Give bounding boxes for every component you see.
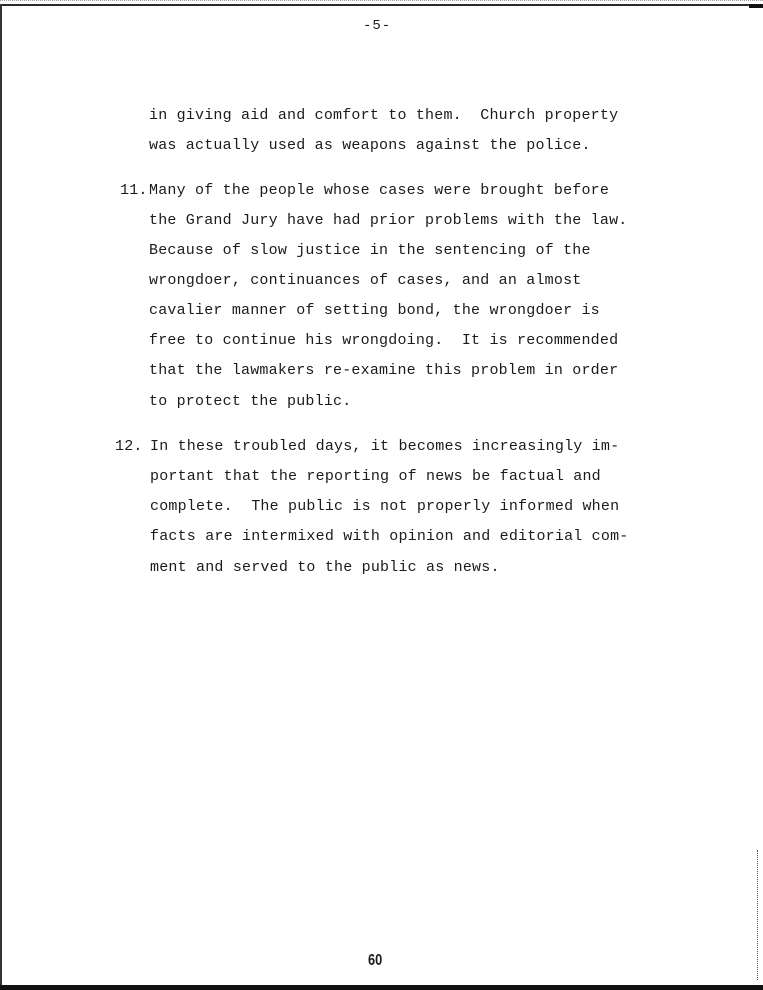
scan-edge-bottom — [0, 985, 763, 990]
item-11-line: cavalier manner of setting bond, the wrongdoer is — [149, 302, 600, 319]
item-12-number: 12. — [115, 438, 143, 455]
item-12-line: portant that the reporting of news be factual and — [150, 468, 601, 485]
page-label: -5- — [363, 18, 392, 34]
item-12-line: ment and served to the public as news. — [150, 559, 500, 576]
item-11-line: Because of slow justice in the sentencing of the — [149, 242, 591, 259]
item-12-line: facts are intermixed with opinion and editorial com- — [150, 528, 629, 545]
continuation-line: was actually used as weapons against the police. — [149, 137, 591, 154]
item-11-number: 11. — [120, 182, 148, 199]
scan-edge-top — [0, 4, 763, 6]
scan-edge-top-faint — [0, 0, 763, 3]
item-11-line: Many of the people whose cases were brought before — [149, 182, 610, 199]
item-11-line: the Grand Jury have had prior problems with the law. — [149, 212, 628, 229]
item-12-line: In these troubled days, it becomes increasingly im- — [150, 438, 620, 455]
item-11-line: to protect the public. — [149, 393, 352, 410]
scan-edge-right — [757, 850, 759, 980]
item-12-line: complete. The public is not properly informed when — [150, 498, 620, 515]
item-11-line: wrongdoer, continuances of cases, and an almost — [149, 272, 582, 289]
scan-edge-left — [0, 4, 2, 988]
item-11-line: free to continue his wrongdoing. It is recommended — [149, 332, 619, 349]
scan-corner-mark — [749, 4, 763, 8]
footer-stamp-number: 60 — [368, 952, 383, 969]
continuation-line: in giving aid and comfort to them. Church property — [149, 107, 619, 124]
item-11-line: that the lawmakers re-examine this problem in order — [149, 362, 619, 379]
